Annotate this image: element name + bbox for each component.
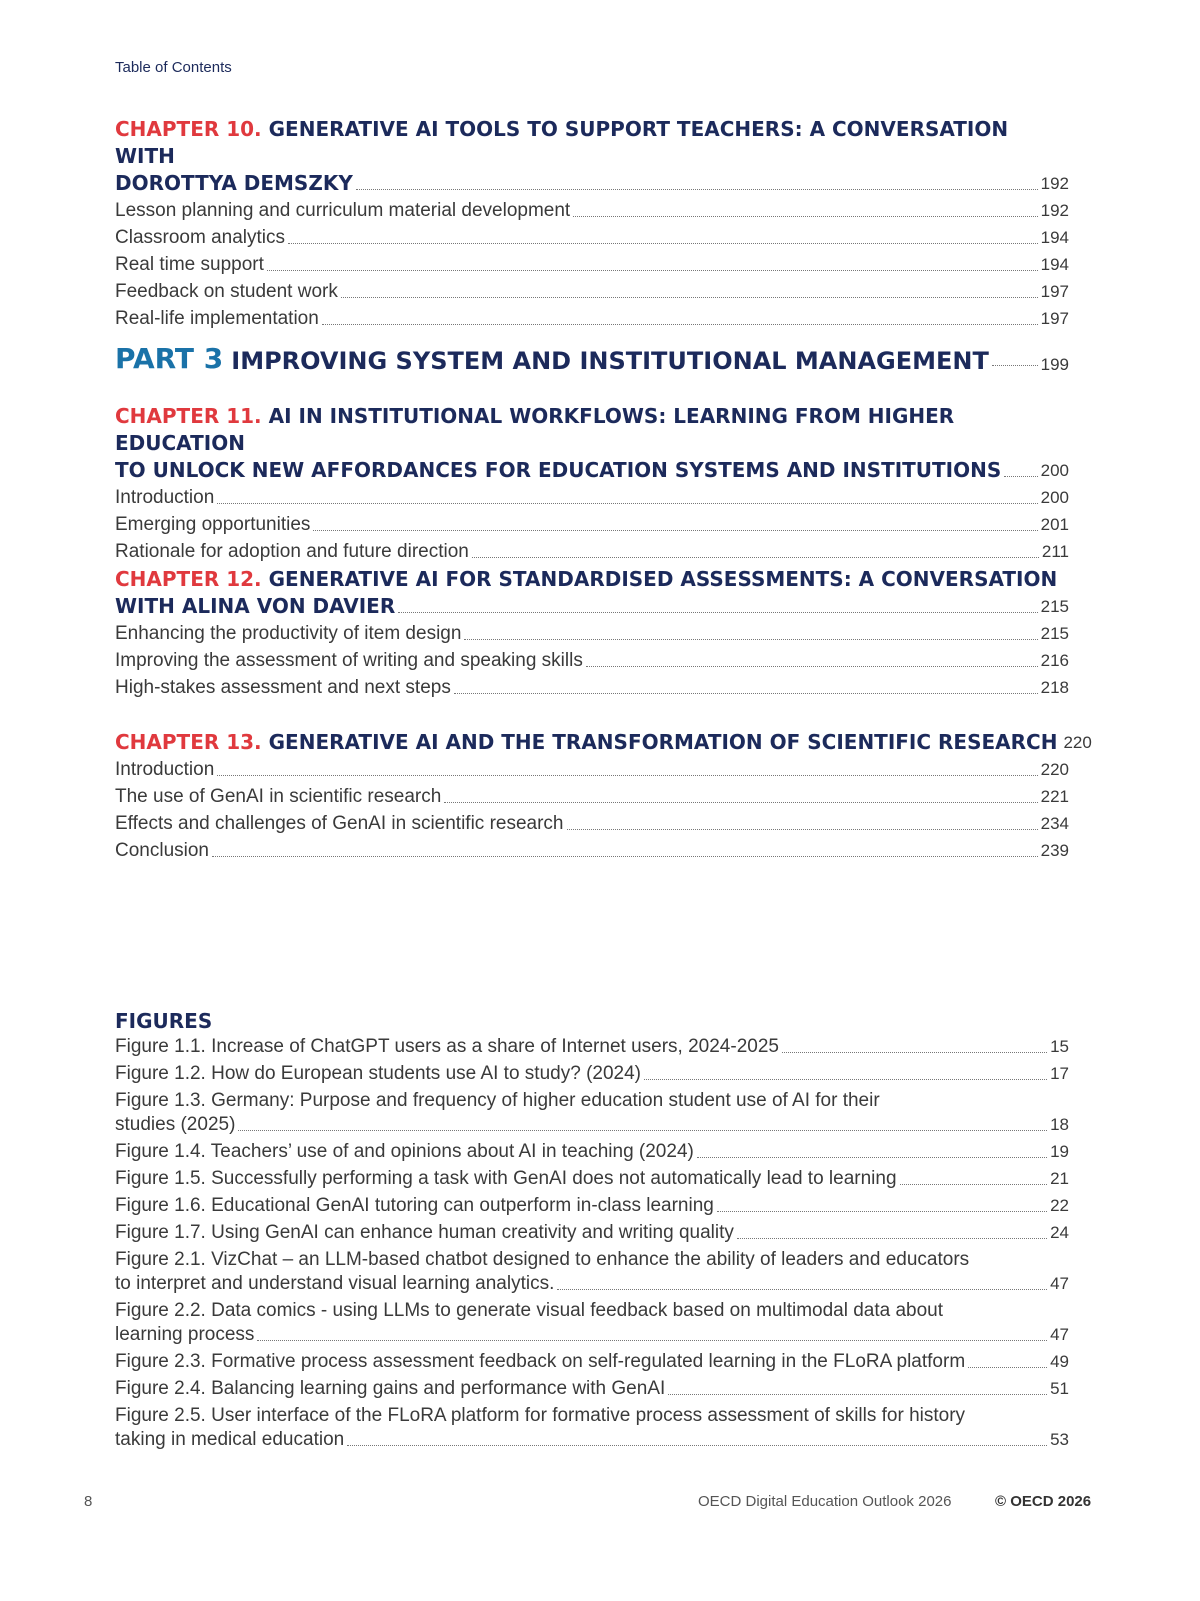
chapter-12-section — [115, 566, 1069, 701]
chapter-number: CHAPTER 12. — [115, 567, 262, 591]
part-title: IMPROVING SYSTEM AND INSTITUTIONAL MANAGEMENT — [231, 347, 989, 375]
chapter-title-line2: TO UNLOCK NEW AFFORDANCES FOR EDUCATION SYSTEMS AND INSTITUTIONS — [115, 458, 1002, 482]
part-label: PART 3 — [115, 342, 224, 375]
leader-dots — [212, 856, 1038, 857]
toc-entry[interactable] — [115, 197, 1069, 224]
chapter-title: GENERATIVE AI AND THE TRANSFORMATION OF SCIENTIFIC RESEARCH — [268, 730, 1058, 754]
leader-dots — [217, 775, 1037, 776]
figure-title: Figure 2.4. Balancing learning gains and performance with GenAI — [115, 1378, 666, 1399]
leader-dots — [992, 365, 1038, 366]
figure-page: 19 — [1050, 1142, 1069, 1161]
chapter-title-line1: GENERATIVE AI FOR STANDARDISED ASSESSMENTS: A CONVERSATION — [268, 567, 1058, 591]
chapter-11-heading[interactable] — [115, 403, 1069, 457]
entry-title: Effects and challenges of GenAI in scientific research — [115, 813, 564, 834]
chapter-10-heading[interactable] — [115, 116, 1069, 170]
toc-entry[interactable] — [115, 251, 1069, 278]
leader-dots — [454, 693, 1038, 694]
toc-entry[interactable] — [115, 538, 1069, 565]
entry-page: 216 — [1040, 651, 1069, 670]
entry-page: 197 — [1040, 309, 1069, 328]
toc-entry[interactable] — [115, 620, 1069, 647]
figure-entry[interactable] — [115, 1062, 1069, 1086]
figure-title: Figure 2.2. Data comics - using LLMs to generate visual feedback based on multimodal data about — [115, 1300, 944, 1321]
figure-entry[interactable] — [115, 1350, 1069, 1374]
leader-dots — [322, 324, 1038, 325]
chapter-11-heading-line2[interactable] — [115, 457, 1069, 484]
leader-dots — [557, 1289, 1047, 1290]
entry-title: Conclusion — [115, 840, 209, 861]
figure-title: Figure 2.1. VizChat – an LLM-based chatbot designed to enhance the ability of leaders and educators — [115, 1249, 970, 1270]
chapter-number: CHAPTER 11. — [115, 404, 262, 428]
figure-title-cont: studies (2025) — [115, 1114, 236, 1135]
figure-page: 17 — [1050, 1064, 1069, 1083]
figure-page: 21 — [1050, 1169, 1069, 1188]
entry-page: 234 — [1040, 814, 1069, 833]
figure-entry[interactable] — [115, 1089, 1069, 1137]
leader-dots — [1004, 476, 1037, 477]
chapter-title-line2: DOROTTYA DEMSZKY — [115, 171, 353, 195]
entry-title: Lesson planning and curriculum material development — [115, 200, 571, 221]
toc-entry[interactable] — [115, 305, 1069, 332]
figure-title: Figure 1.5. Successfully performing a task with GenAI does not automatically lead to learning — [115, 1168, 897, 1189]
entry-title: Improving the assessment of writing and speaking skills — [115, 650, 583, 671]
leader-dots — [573, 216, 1037, 217]
figure-page: 51 — [1050, 1379, 1069, 1398]
figures-heading: FIGURES — [115, 1009, 213, 1033]
entry-page: 215 — [1040, 624, 1069, 643]
figure-page: 18 — [1050, 1115, 1069, 1134]
figure-page: 22 — [1050, 1196, 1069, 1215]
toc-entry[interactable] — [115, 647, 1069, 674]
entry-page: 221 — [1040, 787, 1069, 806]
entry-page: 200 — [1040, 488, 1069, 507]
page-number: 220 — [1063, 733, 1092, 752]
figure-title-cont: to interpret and understand visual learning analytics. — [115, 1273, 555, 1294]
figure-title: Figure 1.6. Educational GenAI tutoring can outperform in-class learning — [115, 1195, 714, 1216]
leader-dots — [257, 1340, 1047, 1341]
footer-page-number: 8 — [84, 1493, 93, 1510]
leader-dots — [313, 530, 1037, 531]
leader-dots — [217, 503, 1037, 504]
figure-title: Figure 2.3. Formative process assessment feedback on self-regulated learning in the FLoRA platform — [115, 1351, 966, 1372]
leader-dots — [900, 1184, 1048, 1185]
leader-dots — [238, 1130, 1047, 1131]
entry-title: Rationale for adoption and future direction — [115, 541, 469, 562]
chapter-title-line1: AI IN INSTITUTIONAL WORKFLOWS: LEARNING FROM HIGHER EDUCATION — [115, 404, 955, 455]
figure-entry[interactable] — [115, 1377, 1069, 1401]
figure-title: Figure 1.2. How do European students use AI to study? (2024) — [115, 1063, 641, 1084]
entry-title: Feedback on student work — [115, 281, 338, 302]
entry-title: Real time support — [115, 254, 264, 275]
figure-entry[interactable] — [115, 1167, 1069, 1191]
figure-entry[interactable] — [115, 1035, 1069, 1059]
chapter-title-line2: WITH ALINA VON DAVIER — [115, 594, 396, 618]
chapter-number: CHAPTER 10. — [115, 117, 262, 141]
leader-dots — [444, 802, 1037, 803]
leader-dots — [567, 829, 1038, 830]
entry-title: Enhancing the productivity of item design — [115, 623, 462, 644]
leader-dots — [464, 639, 1037, 640]
footer-publication: OECD Digital Education Outlook 2026 — [698, 1493, 952, 1510]
entry-page: 201 — [1040, 515, 1069, 534]
figure-entry[interactable] — [115, 1248, 1069, 1296]
leader-dots — [668, 1394, 1047, 1395]
chapter-10-heading-line2[interactable] — [115, 170, 1069, 197]
leader-dots — [267, 270, 1038, 271]
figure-title: Figure 1.7. Using GenAI can enhance human creativity and writing quality — [115, 1222, 734, 1243]
toc-entry[interactable] — [115, 511, 1069, 538]
entry-title: Classroom analytics — [115, 227, 285, 248]
entry-page: 220 — [1040, 760, 1069, 779]
chapter-10-section — [115, 116, 1069, 332]
chapter-title-line1: GENERATIVE AI TOOLS TO SUPPORT TEACHERS: A CONVERSATION WITH — [115, 117, 1009, 168]
entry-page: 197 — [1040, 282, 1069, 301]
leader-dots — [737, 1238, 1047, 1239]
toc-entry[interactable] — [115, 484, 1069, 511]
entry-title: High-stakes assessment and next steps — [115, 677, 451, 698]
figure-title: Figure 1.4. Teachers’ use of and opinions about AI in teaching (2024) — [115, 1141, 694, 1162]
leader-dots — [644, 1079, 1047, 1080]
entry-page: 239 — [1040, 841, 1069, 860]
leader-dots — [968, 1367, 1047, 1368]
entry-page: 194 — [1040, 255, 1069, 274]
entry-page: 211 — [1041, 542, 1069, 561]
chapter-12-heading-line2[interactable] — [115, 593, 1069, 620]
leader-dots — [586, 666, 1038, 667]
leader-dots — [398, 612, 1037, 613]
running-head: Table of Contents — [115, 59, 232, 76]
toc-entry[interactable] — [115, 783, 1069, 810]
toc-entry[interactable] — [115, 224, 1069, 251]
chapter-11-section — [115, 403, 1069, 565]
toc-entry[interactable] — [115, 674, 1069, 701]
toc-entry[interactable] — [115, 278, 1069, 305]
figure-title: Figure 1.3. Germany: Purpose and frequency of higher education student use of AI for their — [115, 1090, 880, 1111]
footer-copyright: © OECD 2026 — [995, 1493, 1092, 1510]
page-number: 215 — [1040, 597, 1069, 616]
toc-entry[interactable] — [115, 837, 1069, 864]
entry-title: Introduction — [115, 487, 215, 508]
figure-entry[interactable] — [115, 1194, 1069, 1218]
chapter-13-heading[interactable] — [115, 729, 1092, 756]
figure-title: Figure 2.5. User interface of the FLoRA platform for formative process assessment of skills for history — [115, 1405, 966, 1426]
figure-page: 24 — [1050, 1223, 1069, 1242]
leader-dots — [717, 1211, 1047, 1212]
figure-page: 15 — [1050, 1037, 1069, 1056]
figure-title-cont: learning process — [115, 1324, 255, 1345]
leader-dots — [782, 1052, 1047, 1053]
figure-title-cont: taking in medical education — [115, 1429, 345, 1450]
figure-title: Figure 1.1. Increase of ChatGPT users as a share of Internet users, 2024-2025 — [115, 1036, 779, 1057]
figure-entry[interactable] — [115, 1140, 1069, 1164]
chapter-12-heading[interactable] — [115, 566, 1069, 593]
part-3-heading[interactable] — [115, 342, 1069, 375]
figure-page: 47 — [1050, 1274, 1069, 1293]
entry-title: Emerging opportunities — [115, 514, 311, 535]
page-number: 200 — [1040, 461, 1069, 480]
chapter-number: CHAPTER 13. — [115, 730, 262, 754]
entry-page: 218 — [1040, 678, 1069, 697]
leader-dots — [697, 1157, 1047, 1158]
entry-title: The use of GenAI in scientific research — [115, 786, 442, 807]
leader-dots — [356, 189, 1038, 190]
leader-dots — [341, 297, 1038, 298]
figure-entry[interactable] — [115, 1299, 1069, 1347]
toc-entry[interactable] — [115, 756, 1069, 783]
page-number: 199 — [1040, 355, 1069, 374]
chapter-13-section — [115, 729, 1092, 864]
figure-page: 47 — [1050, 1325, 1069, 1344]
figure-page: 53 — [1050, 1430, 1069, 1449]
toc-entry[interactable] — [115, 810, 1069, 837]
figure-entry[interactable] — [115, 1221, 1069, 1245]
page-number: 192 — [1040, 174, 1069, 193]
figure-entry[interactable] — [115, 1404, 1069, 1452]
figure-page: 49 — [1050, 1352, 1069, 1371]
leader-dots — [288, 243, 1038, 244]
leader-dots — [472, 557, 1039, 558]
figures-section — [115, 1008, 1069, 1455]
entry-title: Introduction — [115, 759, 215, 780]
entry-title: Real-life implementation — [115, 308, 319, 329]
entry-page: 194 — [1040, 228, 1069, 247]
leader-dots — [347, 1445, 1047, 1446]
entry-page: 192 — [1040, 201, 1069, 220]
